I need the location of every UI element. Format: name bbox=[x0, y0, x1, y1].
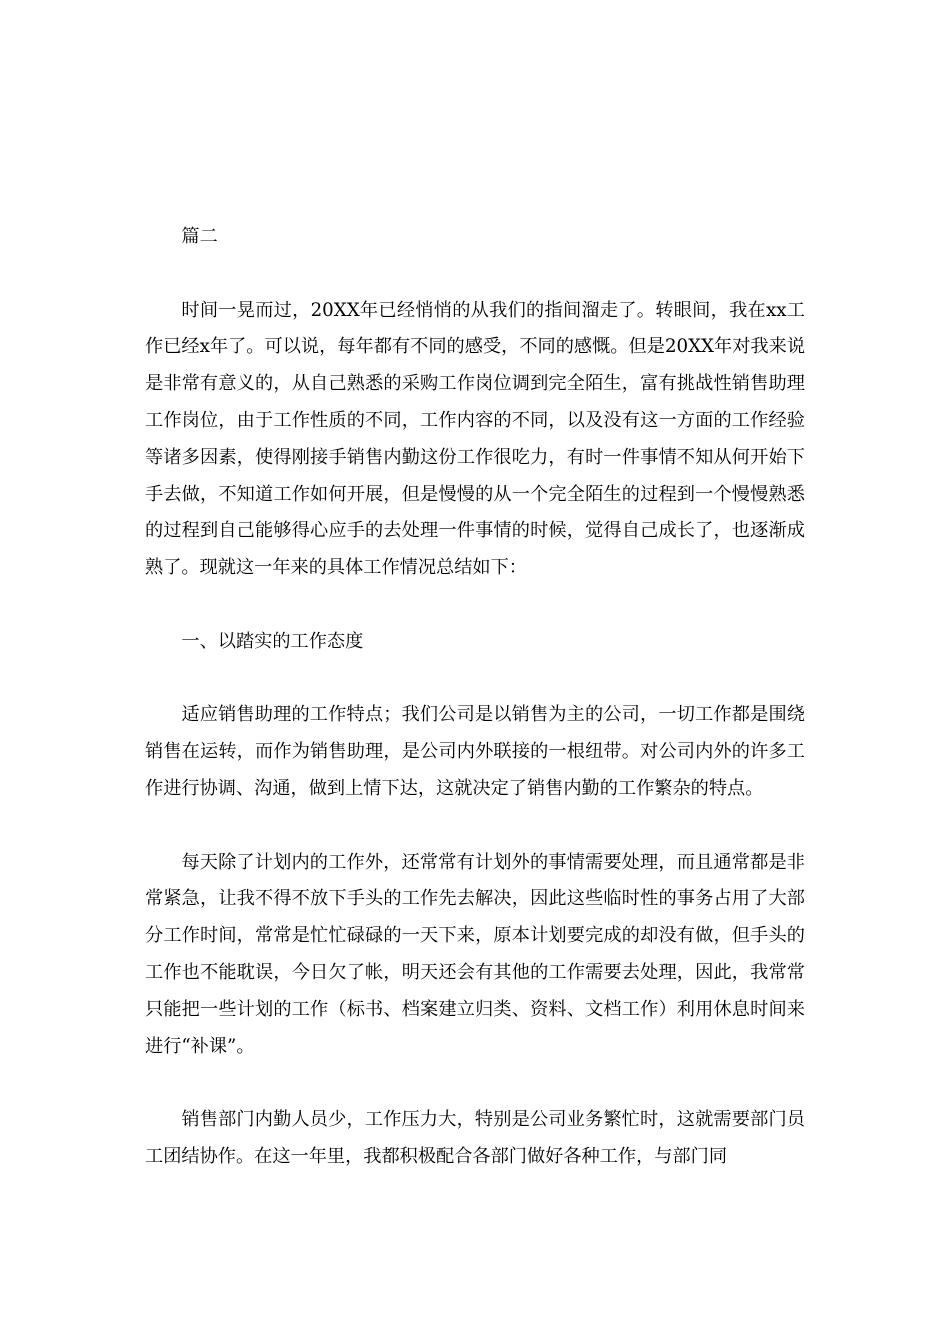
paragraph-daily-work: 每天除了计划内的工作外，还常常有计划外的事情需要处理，而且通常都是非常紧急，让我不得不放下手头的工作先去解决，因此这些临时性的事务占用了大部分工作时间，常常是忙忙碌碌的一天下来，原本计划要完成的却没有做，但手头的工作也不能耽误，今日欠了帐，明天还会有其他的工作需要去处理，因此，我常常只能把一些计划的工作（标书、档案建立归类、资料、文档工作）利用休息时间来进行“补课”。 bbox=[145, 851, 805, 1057]
document-body bbox=[145, 219, 805, 1176]
paragraph-spacer bbox=[145, 661, 805, 698]
paragraph-spacer bbox=[145, 587, 805, 624]
section-heading: 篇二 bbox=[181, 226, 218, 247]
paragraph-intro: 时间一晃而过，20XX年已经悄悄的从我们的指间溜走了。转眼间，我在xx工作已经x年了。可以说，每年都有不同的感受，不同的感慨。但是20XX年对我来说是非常有意义的，从自己熟悉的采购工作岗位调到完全陌生，富有挑战性销售助理工作岗位，由于工作性质的不同，工作内容的不同，以及没有这一方面的工作经验等诸多因素，使得刚接手销售内勤这份工作很吃力，有时一件事情不知从何开始下手去做，不知道工作如何开展，但是慢慢的从一个完全陌生的过程到一个慢慢熟悉的过程到自己能够得心应手的去处理一件事情的时候，觉得自己成长了，也逐渐成熟了。现就这一年来的具体工作情况总结如下： bbox=[145, 299, 805, 579]
paragraph-spacer bbox=[145, 808, 805, 845]
subheading-work-attitude: 一、以踏实的工作态度 bbox=[181, 630, 364, 652]
paragraph-spacer bbox=[145, 256, 805, 293]
paragraph-teamwork: 销售部门内勤人员少，工作压力大，特别是公司业务繁忙时，这就需要部门员工团结协作。在这一年里，我都积极配合各部门做好各种工作，与部门同 bbox=[145, 1109, 805, 1167]
paragraph-spacer bbox=[145, 1065, 805, 1102]
paragraph-work-characteristics: 适应销售助理的工作特点；我们公司是以销售为主的公司，一切工作都是围绕销售在运转，而作为销售助理，是公司内外联接的一根纽带。对公司内外的许多工作进行协调、沟通，做到上情下达，这就决定了销售内勤的工作繁杂的特点。 bbox=[145, 704, 805, 799]
